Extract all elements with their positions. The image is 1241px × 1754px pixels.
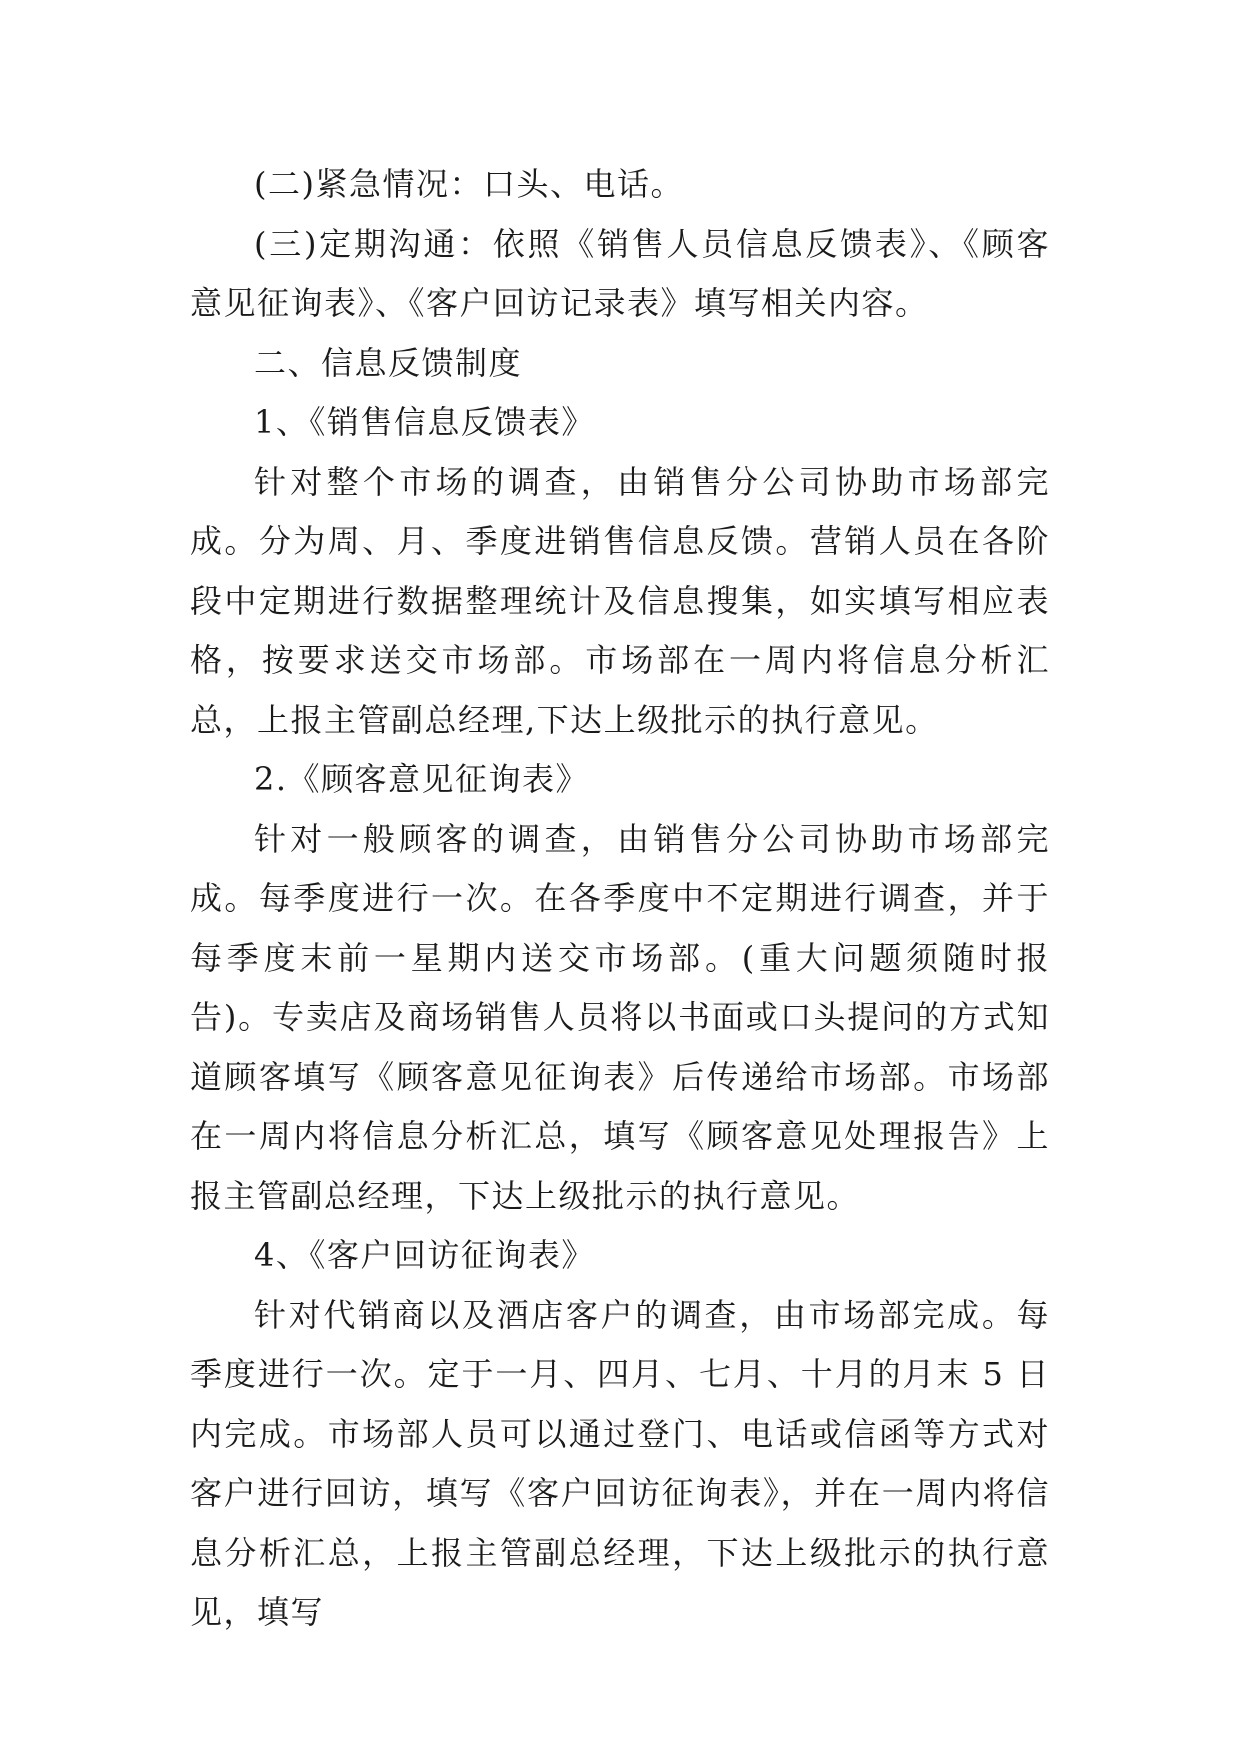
paragraph-sales-feedback: 针对整个市场的调查，由销售分公司协助市场部完成。分为周、月、季度进销售信息反馈。营销人员在各阶段中定期进行数据整理统计及信息搜集，如实填写相应表格，按要求送交市场部。市场部在一周内将信息分析汇总，上报主管副总经理,下达上级批示的执行意见。 [190, 462, 1050, 739]
paragraph-customer-opinion: 针对一般顾客的调查，由销售分公司协助市场部完成。每季度进行一次。在各季度中不定期进行调查，并于每季度末前一星期内送交市场部。(重大问题须随时报告)。专卖店及商场销售人员将以书面或口头提问的方式知道顾客填写《顾客意见征询表》后传递给市场部。市场部在一周内将信息分析汇总，填写《顾客意见处理报告》上报主管副总经理，下达上级批示的执行意见。 [190, 819, 1050, 1215]
subheading-client-revisit-form: 4、《客户回访征询表》 [254, 1236, 595, 1274]
subheading-customer-opinion-form: 2.《顾客意见征询表》 [254, 760, 590, 798]
section-heading-feedback-system: 二、信息反馈制度 [254, 343, 523, 382]
paragraph-emergency: (二)紧急情况：口头、电话。 [254, 165, 684, 203]
paragraph-regular-communication: (三)定期沟通：依照《销售人员信息反馈表》、《顾客意见征询表》、《客户回访记录表》填写相关内容。 [190, 224, 1050, 322]
subheading-sales-feedback-form: 1、《销售信息反馈表》 [254, 403, 595, 441]
paragraph-client-revisit: 针对代销商以及酒店客户的调查，由市场部完成。每季度进行一次。定于一月、四月、七月、十月的月末 5 日内完成。市场部人员可以通过登门、电话或信函等方式对客户进行回访，填写《客户回访征询表》，并在一周内将信息分析汇总，上报主管副总经理，下达上级批示的执行意见，填写 [190, 1295, 1050, 1631]
document-page [190, 155, 1050, 1643]
